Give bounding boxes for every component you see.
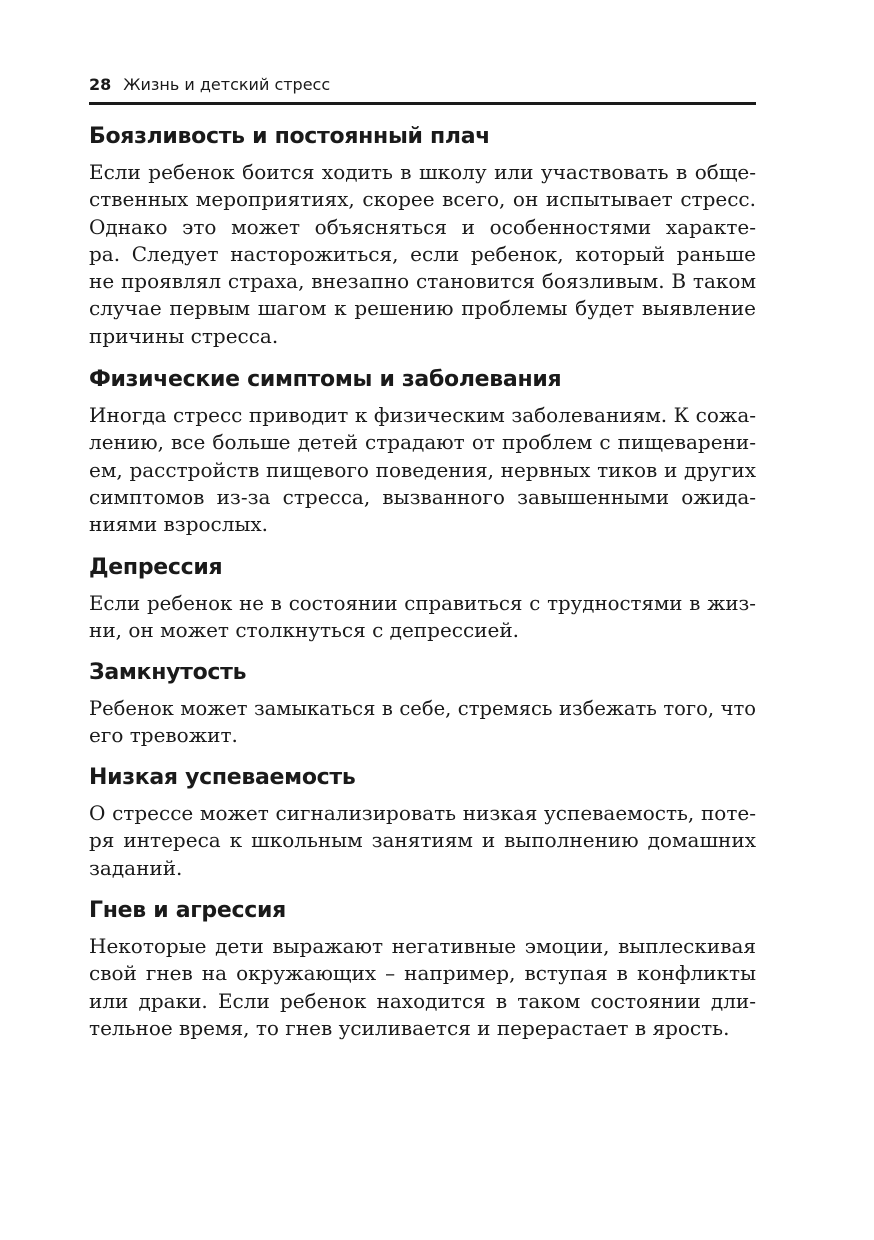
section-heading: Замкнутость — [89, 660, 247, 685]
section-heading: Низкая успеваемость — [89, 765, 356, 790]
section-body — [89, 590, 756, 645]
text-line: причины стресса. — [89, 323, 279, 348]
text-line: симптомов из-за стресса, вызванного завышенными ожида- — [89, 484, 756, 509]
section-physical-symptoms — [89, 365, 756, 538]
text-line: Если ребенок не в состоянии справиться с трудностями в жиз- — [89, 592, 756, 615]
section-heading: Гнев и агрессия — [89, 898, 286, 923]
text-line: ни, он может столкнуться с депрессией. — [89, 618, 520, 643]
text-line: О стрессе может сигнализировать низкая успеваемость, поте- — [89, 801, 756, 825]
section-fearfulness — [89, 122, 756, 350]
text-line: лению, все больше детей страдают от проблем с пищеварени- — [89, 430, 756, 455]
section-body — [89, 800, 756, 882]
text-line: случае первым шагом к решению проблемы будет выявление — [89, 296, 756, 321]
text-line: заданий. — [89, 855, 183, 880]
text-line: тельное время, то гнев усиливается и перерастает в ярость. — [89, 1015, 730, 1040]
text-line: ря интереса к школьным занятиям и выполнению домашних — [89, 828, 756, 853]
section-depression — [89, 553, 756, 645]
text-line: ниями взрослых. — [89, 512, 268, 537]
section-body — [89, 402, 756, 538]
section-body — [89, 933, 756, 1042]
chapter-title: Жизнь и детский стресс — [123, 75, 331, 94]
page-number: 28 — [89, 75, 112, 94]
text-line: не проявлял страха, внезапно становится боязливым. В таком — [89, 269, 756, 294]
text-line: Однако это может объясняться и особенностями характе- — [89, 214, 756, 239]
section-body — [89, 695, 756, 750]
text-line: ственных мероприятиях, скорее всего, он испытывает стресс. — [89, 187, 756, 212]
text-line: свой гнев на окружающих – например, вступая в конфликты — [89, 961, 756, 986]
text-line: ем, расстройств пищевого поведения, нервных тиков и других — [89, 457, 756, 482]
text-line: Некоторые дети выражают негативные эмоции, выплескивая — [89, 934, 756, 958]
section-withdrawal — [89, 658, 756, 750]
section-heading: Депрессия — [89, 555, 223, 580]
text-line: или драки. Если ребенок находится в таком состоянии дли- — [89, 988, 756, 1013]
text-line: Ребенок может замыкаться в себе, стремясь избежать того, что — [89, 697, 756, 720]
text-line: ра. Следует насторожиться, если ребенок, который раньше — [89, 241, 756, 266]
section-heading: Физические симптомы и заболевания — [89, 367, 562, 392]
text-line: его тревожит. — [89, 723, 238, 748]
section-heading: Боязливость и постоянный плач — [89, 124, 491, 149]
running-head — [89, 74, 756, 105]
text-line: Если ребенок боится ходить в школу или участвовать в обще- — [89, 160, 756, 184]
text-line: Иногда стресс приводит к физическим заболеваниям. К сожа- — [89, 403, 756, 427]
section-anger — [89, 896, 756, 1042]
section-body — [89, 159, 756, 350]
section-low-performance — [89, 763, 756, 882]
